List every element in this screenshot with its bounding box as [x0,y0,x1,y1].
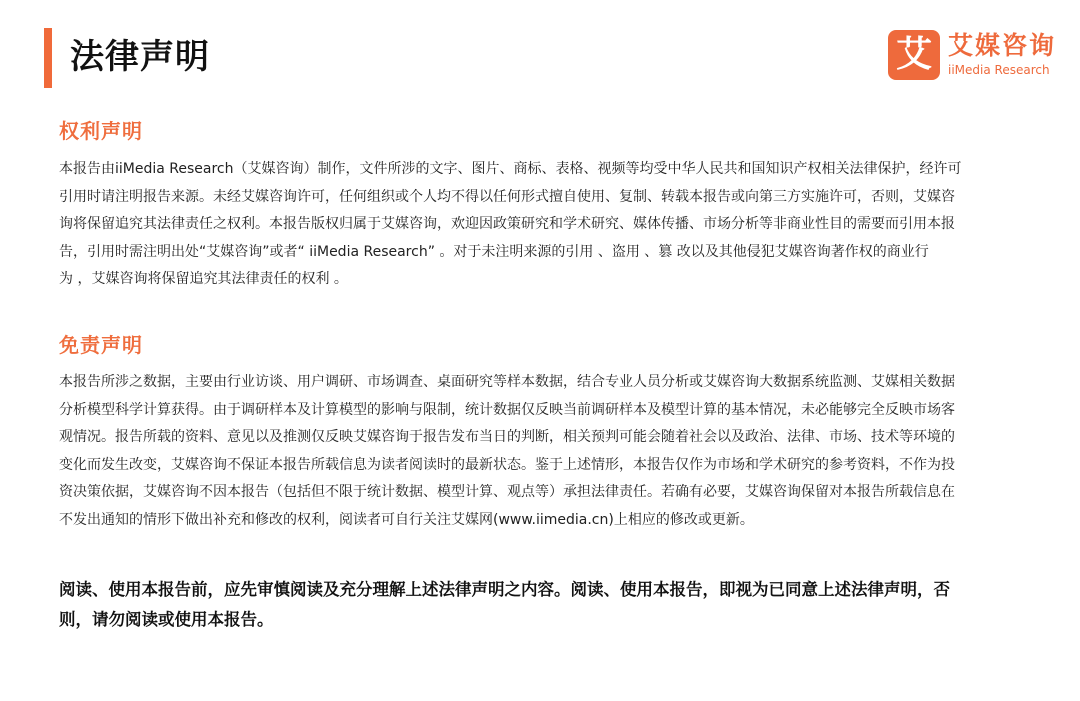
text-line: 引用时请注明报告来源。未经艾媒咨询许可，任何组织或个人均不得以任何形式擅自使用、复制、转载本报告或向第三方实施许可，否则，艾媒咨 [59,188,955,205]
text-line: 为 ，艾媒咨询将保留追究其法律责任的权利 。 [59,271,348,287]
logo-name-cn: 艾媒咨询 [948,31,1057,60]
notice-line: 阅读、使用本报告前，应先审慎阅读及充分理解上述法律声明之内容。阅读、使用本报告，即视为已同意上述法律声明，否 [59,580,950,599]
text-line: 变化而发生改变，艾媒咨询不保证本报告所载信息为读者阅读时的最新状态。鉴于上述情形，本报告仅作为市场和学术研究的参考资料，不作为投 [59,456,955,473]
text-line: 询将保留追究其法律责任之权利。本报告版权归属于艾媒咨询，欢迎因政策研究和学术研究、媒体传播、市场分析等非商业性目的需要而引用本报 [59,216,955,232]
logo-name-en: iiMedia Research [948,63,1050,77]
iimedia-logo [888,30,1064,82]
notice-line: 则，请勿阅读或使用本报告。 [59,610,274,629]
rights-statement-heading: 权利声明 [59,119,143,143]
rights-statement-text [59,156,1041,294]
disclaimer-heading: 免责声明 [59,333,143,357]
text-line: 不发出通知的情形下做出补充和修改的权利，阅读者可自行关注艾媒网(www.iimedia.cn)上相应的修改或更新。 [59,511,754,528]
disclaimer-text [59,369,1041,534]
text-line: 告，引用时需注明出处“艾媒咨询”或者“ iiMedia Research” 。对于未注明来源的引用 、盗用 、篡 改以及其他侵犯艾媒咨询著作权的商业行 [59,243,929,260]
reading-notice [59,575,1054,635]
text-line: 分析模型科学计算获得。由于调研样本及计算模型的影响与限制，统计数据仅反映当前调研样本及模型计算的基本情况，未必能够完全反映市场客 [59,401,955,418]
logo-mark-icon: 艾 [888,30,940,80]
text-line: 本报告由iiMedia Research（艾媒咨询）制作，文件所涉的文字、图片、商标、表格、视频等均受中华人民共和国知识产权相关法律保护，经许可 [59,161,962,177]
page-title: 法律声明 [70,37,210,77]
title-accent-bar [44,28,52,88]
text-line: 资决策依据，艾媒咨询不因本报告（包括但不限于统计数据、模型计算、观点等）承担法律责任。若确有必要，艾媒咨询保留对本报告所载信息在 [59,484,955,500]
text-line: 观情况。报告所载的资料、意见以及推测仅反映艾媒咨询于报告发布当日的判断，相关预判可能会随着社会以及政治、法律、市场、技术等环境的 [59,429,955,445]
text-line: 本报告所涉之数据，主要由行业访谈、用户调研、市场调查、桌面研究等样本数据，结合专业人员分析或艾媒咨询大数据系统监测、艾媒相关数据 [59,374,955,390]
